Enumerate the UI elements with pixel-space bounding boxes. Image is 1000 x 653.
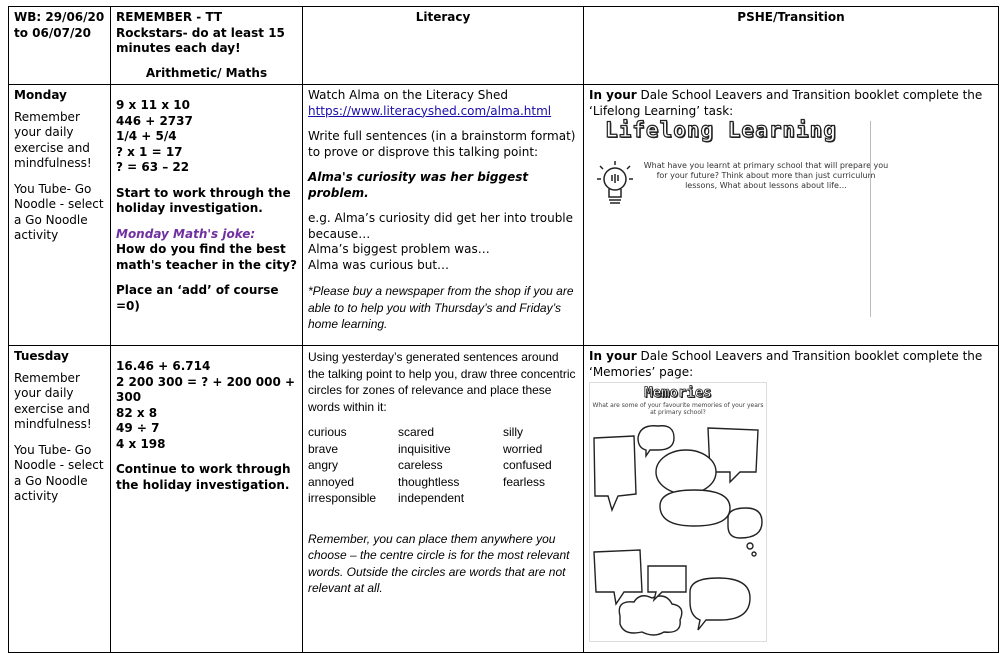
- go-noodle-note: You Tube- Go Noodle - select a Go Noodle activity: [14, 442, 104, 503]
- go-noodle-note: You Tube- Go Noodle - select a Go Noodle activity: [14, 181, 104, 242]
- maths-line: ? = 63 – 22: [116, 160, 190, 174]
- lightbulb-icon: [595, 161, 635, 216]
- lifelong-learning-image: [589, 119, 993, 319]
- lifelong-learning-prompt: What have you learnt at primary school that will prepare you for your future? Think about more than just curriculum lessons, What about lessons about life…: [643, 161, 889, 190]
- literacy-heading: Literacy: [303, 7, 584, 85]
- weekly-plan-table: [8, 6, 999, 653]
- word: brave: [308, 441, 339, 456]
- placement-note: Remember, you can place them anywhere you choose – the centre circle is for the most relevant words. Outside the circles are words that are not relevant at all.: [308, 531, 570, 595]
- tuesday-day-cell: [9, 346, 111, 653]
- watch-instruction: Watch Alma on the Literacy Shed: [308, 88, 508, 102]
- tuesday-literacy-cell: [303, 346, 584, 653]
- monday-row: [9, 85, 999, 346]
- divider: [870, 121, 871, 317]
- lifelong-learning-title: Lifelong Learning: [605, 118, 837, 142]
- pshe-instruction: In your Dale School Leavers and Transition booklet complete the ‘Lifelong Learning’ task:: [589, 88, 983, 118]
- day-label: Tuesday: [14, 349, 69, 363]
- memories-prompt: What are some of your favourite memories of your years at primary school?: [592, 401, 764, 416]
- word: curious: [308, 425, 347, 439]
- word: inquisitive: [398, 441, 451, 456]
- monday-day-cell: [9, 85, 111, 346]
- word: angry: [308, 458, 339, 472]
- memories-image: [589, 380, 993, 642]
- tt-rockstars-reminder: REMEMBER - TT Rockstars- do at least 15 minutes each day!: [116, 10, 285, 55]
- exercise-note: Remember your daily exercise and mindfulness!: [14, 109, 92, 170]
- maths-line: 4 x 198: [116, 436, 166, 451]
- example-line: Alma was curious but…: [308, 257, 450, 272]
- word: fearless: [503, 474, 546, 489]
- literacy-task: Using yesterday’s generated sentences around the talking point to help you, draw three concentric circles for zones of relevance and place these words within it:: [308, 350, 576, 414]
- maths-line: 49 ÷ 7: [116, 421, 160, 435]
- word: scared: [398, 425, 435, 439]
- maths-header: [111, 7, 303, 85]
- pshe-instruction: In your Dale School Leavers and Transition booklet complete the ‘Memories’ page:: [589, 349, 983, 379]
- monday-pshe-cell: [584, 85, 999, 346]
- tuesday-maths-cell: [111, 346, 303, 653]
- maths-line: 1/4 + 5/4: [116, 129, 177, 143]
- word: irresponsible: [308, 491, 377, 505]
- arithmetic-heading: Arithmetic/ Maths: [145, 65, 268, 80]
- maths-line: ? x 1 = 17: [116, 144, 183, 159]
- tuesday-pshe-cell: [584, 346, 999, 653]
- maths-task: Continue to work through the holiday investigation.: [116, 462, 291, 492]
- speech-bubbles-icon: [590, 416, 766, 638]
- maths-line: 82 x 8: [116, 405, 158, 420]
- tuesday-row: [9, 346, 999, 653]
- maths-line: 2 200 300 = ? + 200 000 + 300: [116, 374, 296, 404]
- literacy-task: Write full sentences (in a brainstorm format) to prove or disprove this talking point:: [308, 129, 576, 159]
- joke-answer: Place an ‘add’ of course =0): [116, 283, 279, 313]
- word: confused: [503, 458, 552, 472]
- newspaper-note: *Please buy a newspaper from the shop if you are able to to help you with Thursday’s and Friday’s home learning.: [308, 284, 574, 331]
- talking-point: Alma's curiosity was her biggest problem.: [308, 170, 529, 200]
- week-label: WB: 29/06/20 to 06/07/20: [9, 7, 111, 85]
- joke-label: Monday Math's joke:: [116, 226, 256, 241]
- word: annoyed: [308, 474, 355, 489]
- word: thoughtless: [398, 474, 460, 489]
- header-row: [9, 7, 999, 85]
- exercise-note: Remember your daily exercise and mindfulness!: [14, 370, 92, 431]
- example-line: Alma’s biggest problem was…: [308, 242, 490, 256]
- memories-title: Memories: [644, 385, 712, 401]
- day-label: Monday: [14, 88, 67, 102]
- word: independent: [398, 491, 465, 505]
- monday-literacy-cell: [303, 85, 584, 346]
- maths-line: 446 + 2737: [116, 113, 193, 128]
- pshe-heading: PSHE/Transition: [584, 7, 999, 85]
- word: careless: [398, 458, 443, 472]
- example-line: e.g. Alma’s curiosity did get her into trouble because…: [308, 211, 574, 241]
- memories-page: [589, 382, 767, 642]
- word: worried: [503, 441, 543, 456]
- joke-question: How do you find the best math's teacher in the city?: [116, 242, 297, 272]
- maths-line: 16.46 + 6.714: [116, 359, 211, 373]
- word-list: [308, 425, 578, 507]
- alma-link[interactable]: https://www.literacyshed.com/alma.html: [308, 103, 552, 118]
- monday-maths-cell: [111, 85, 303, 346]
- word: silly: [503, 425, 523, 439]
- maths-task: Start to work through the holiday investigation.: [116, 185, 291, 215]
- maths-line: 9 x 11 x 10: [116, 98, 190, 112]
